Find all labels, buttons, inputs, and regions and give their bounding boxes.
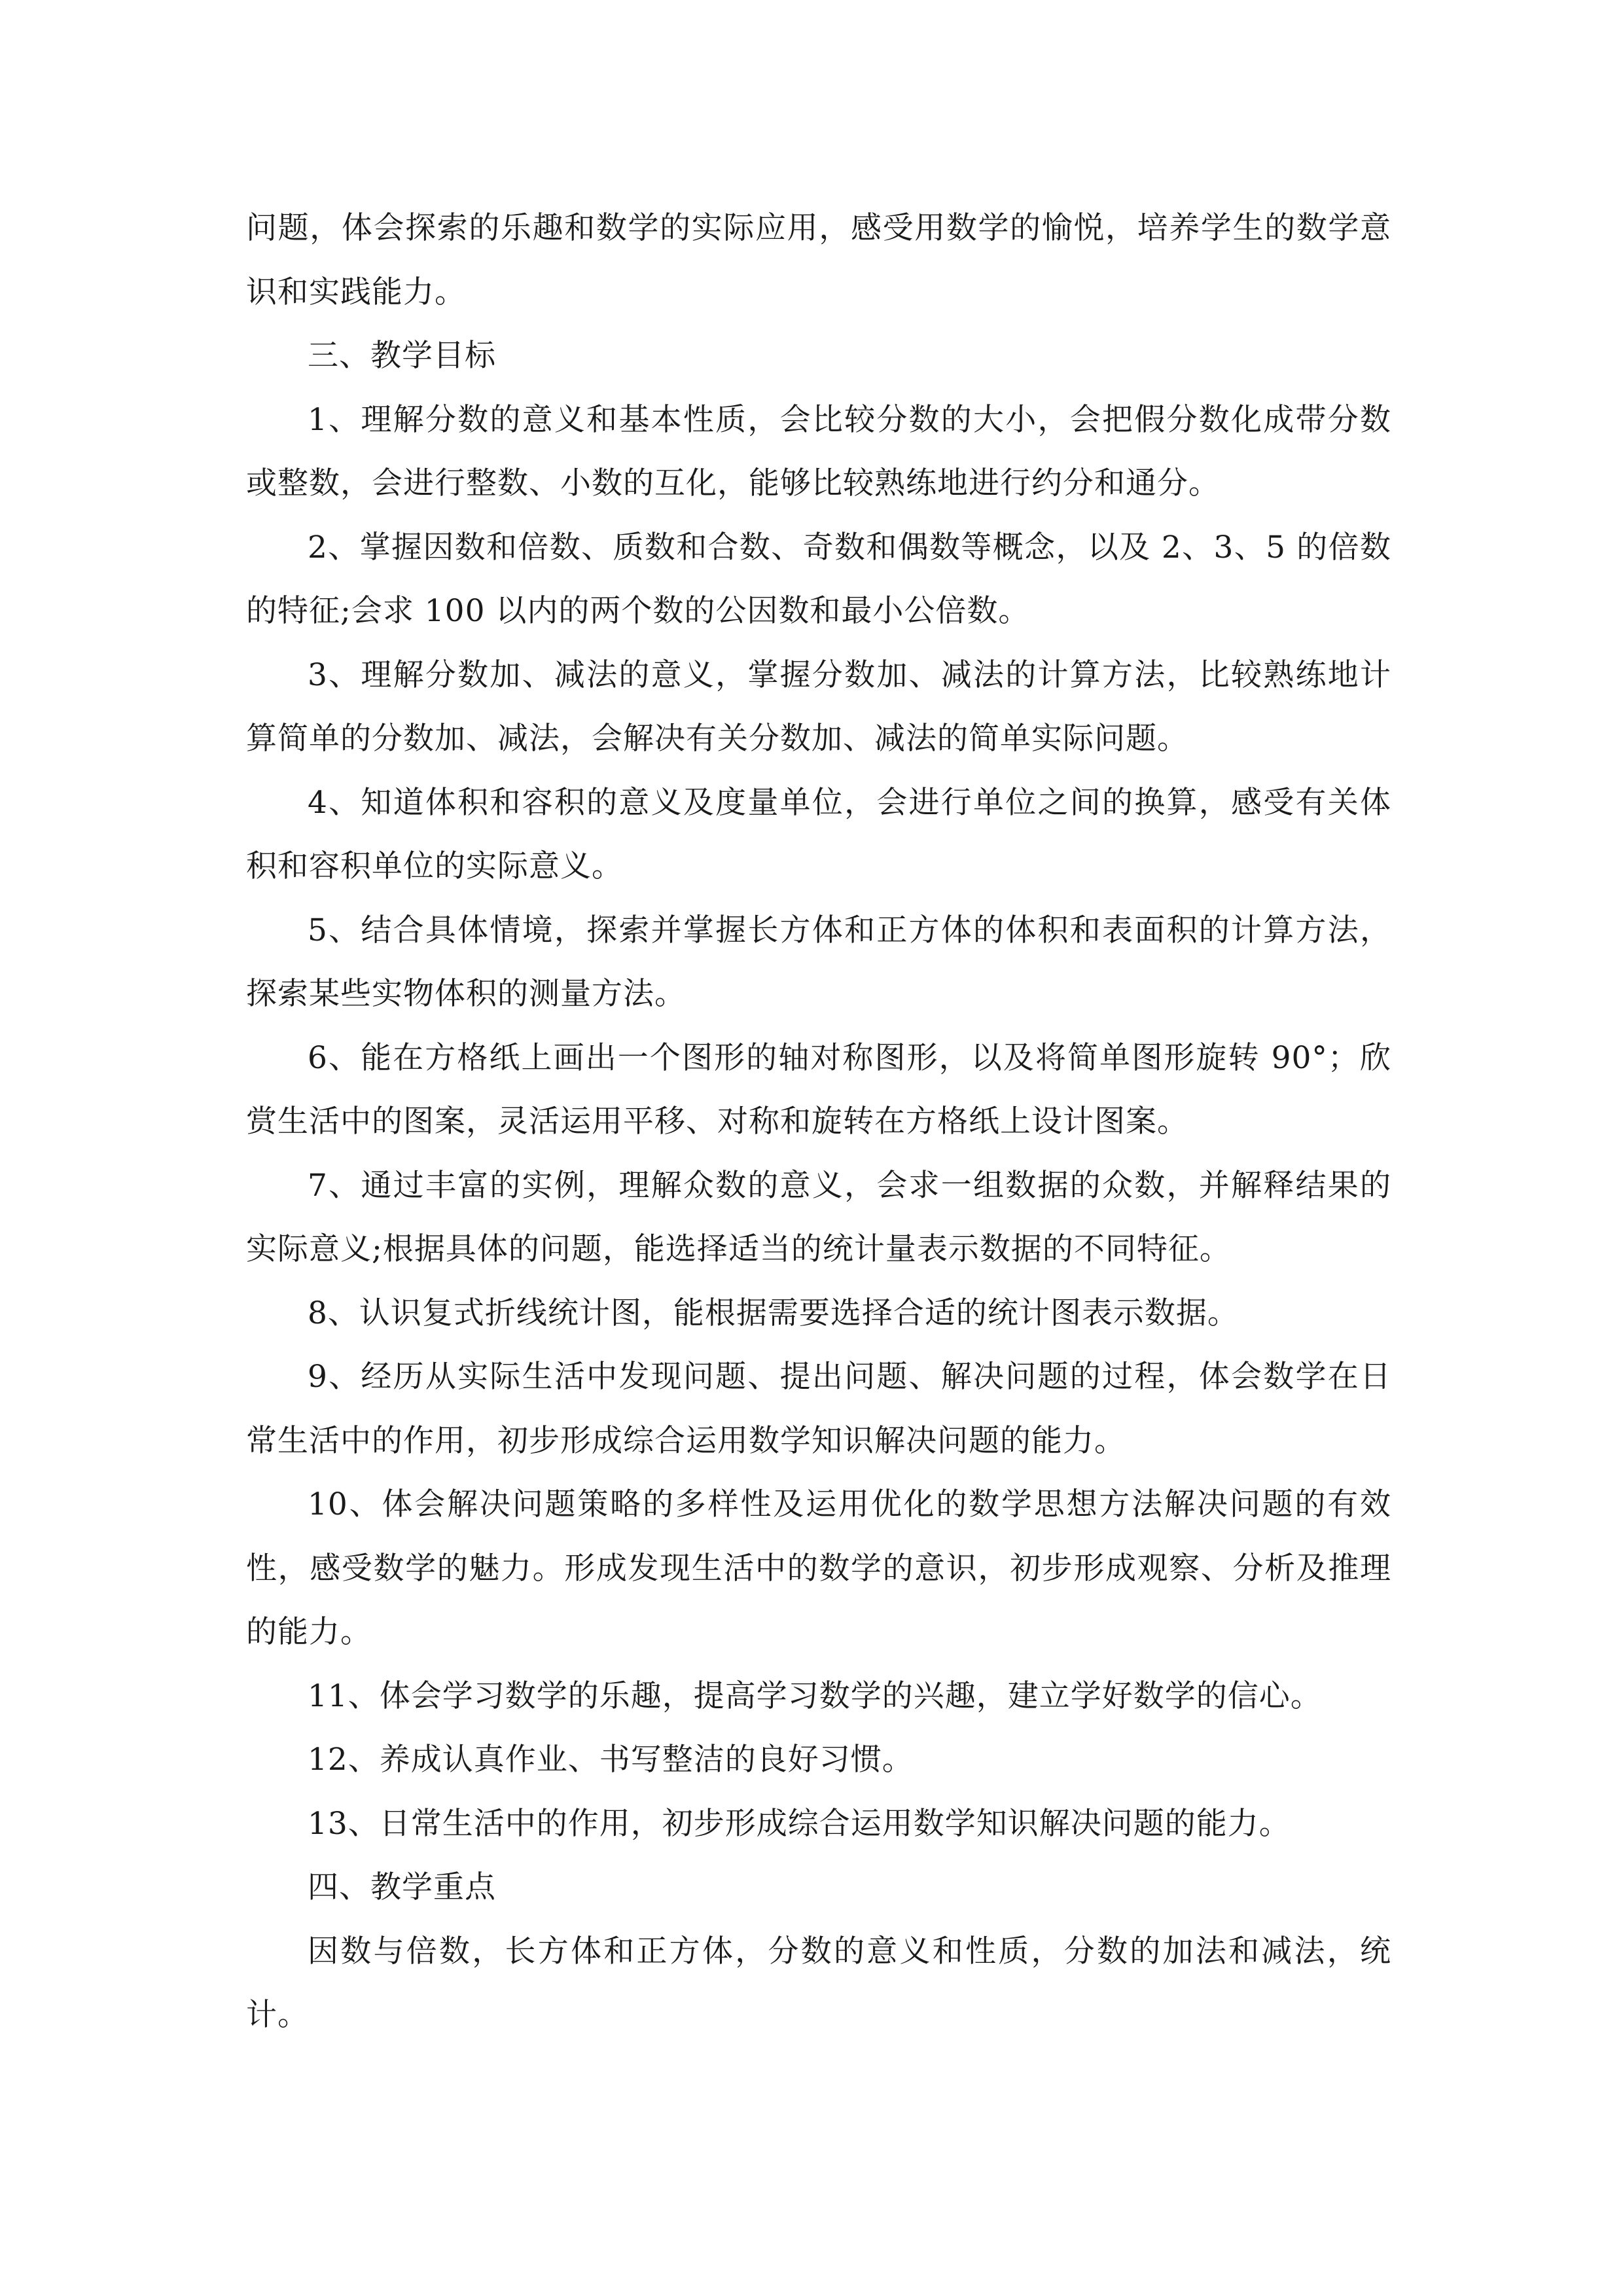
goal-item-9: 9、经历从实际生活中发现问题、提出问题、解决问题的过程，体会数学在日常生活中的作用，初步形成综合运用数学知识解决问题的能力。 [246, 1359, 1391, 1459]
goal-item-7: 7、通过丰富的实例，理解众数的意义，会求一组数据的众数，并解释结果的实际意义;根据具体的问题，能选择适当的统计量表示数据的不同特征。 [246, 1167, 1391, 1267]
goal-item-10: 10、体会解决问题策略的多样性及运用优化的数学思想方法解决问题的有效性，感受数学的魅力。形成发现生活中的数学的意识，初步形成观察、分析及推理的能力。 [246, 1486, 1391, 1650]
section-heading-teaching-focus: 四、教学重点 [308, 1869, 496, 1905]
goal-item-8: 8、认识复式折线统计图，能根据需要选择合适的统计图表示数据。 [308, 1295, 1239, 1331]
section-heading-teaching-goals: 三、教学目标 [308, 338, 496, 374]
document-body [246, 196, 1391, 2047]
goal-item-5: 5、结合具体情境，探索并掌握长方体和正方体的体积和表面积的计算方法，探索某些实物体积的测量方法。 [246, 912, 1391, 1012]
goal-item-3: 3、理解分数加、减法的意义，掌握分数加、减法的计算方法，比较熟练地计算简单的分数加、减法，会解决有关分数加、减法的简单实际问题。 [246, 656, 1391, 757]
goal-item-12: 12、养成认真作业、书写整洁的良好习惯。 [308, 1742, 914, 1778]
goal-item-1: 1、理解分数的意义和基本性质，会比较分数的大小，会把假分数化成带分数或整数，会进行整数、小数的互化，能够比较熟练地进行约分和通分。 [246, 401, 1391, 501]
goal-item-2: 2、掌握因数和倍数、质数和合数、奇数和偶数等概念，以及 2、3、5 的倍数的特征;会求 100 以内的两个数的公因数和最小公倍数。 [246, 529, 1391, 629]
goal-item-4: 4、知道体积和容积的意义及度量单位，会进行单位之间的换算，感受有关体积和容积单位的实际意义。 [246, 784, 1391, 884]
goal-item-11: 11、体会学习数学的乐趣，提高学习数学的兴趣，建立学好数学的信心。 [308, 1677, 1322, 1714]
paragraph-continuation: 问题，体会探索的乐趣和数学的实际应用，感受用数学的愉悦，培养学生的数学意识和实践能力。 [246, 210, 1391, 310]
goal-item-6: 6、能在方格纸上画出一个图形的轴对称图形，以及将简单图形旋转 90°；欣赏生活中的图案，灵活运用平移、对称和旋转在方格纸上设计图案。 [246, 1039, 1391, 1139]
teaching-focus-text: 因数与倍数，长方体和正方体，分数的意义和性质，分数的加法和减法，统计。 [246, 1933, 1391, 2033]
goal-item-13: 13、日常生活中的作用，初步形成综合运用数学知识解决问题的能力。 [308, 1805, 1291, 1842]
